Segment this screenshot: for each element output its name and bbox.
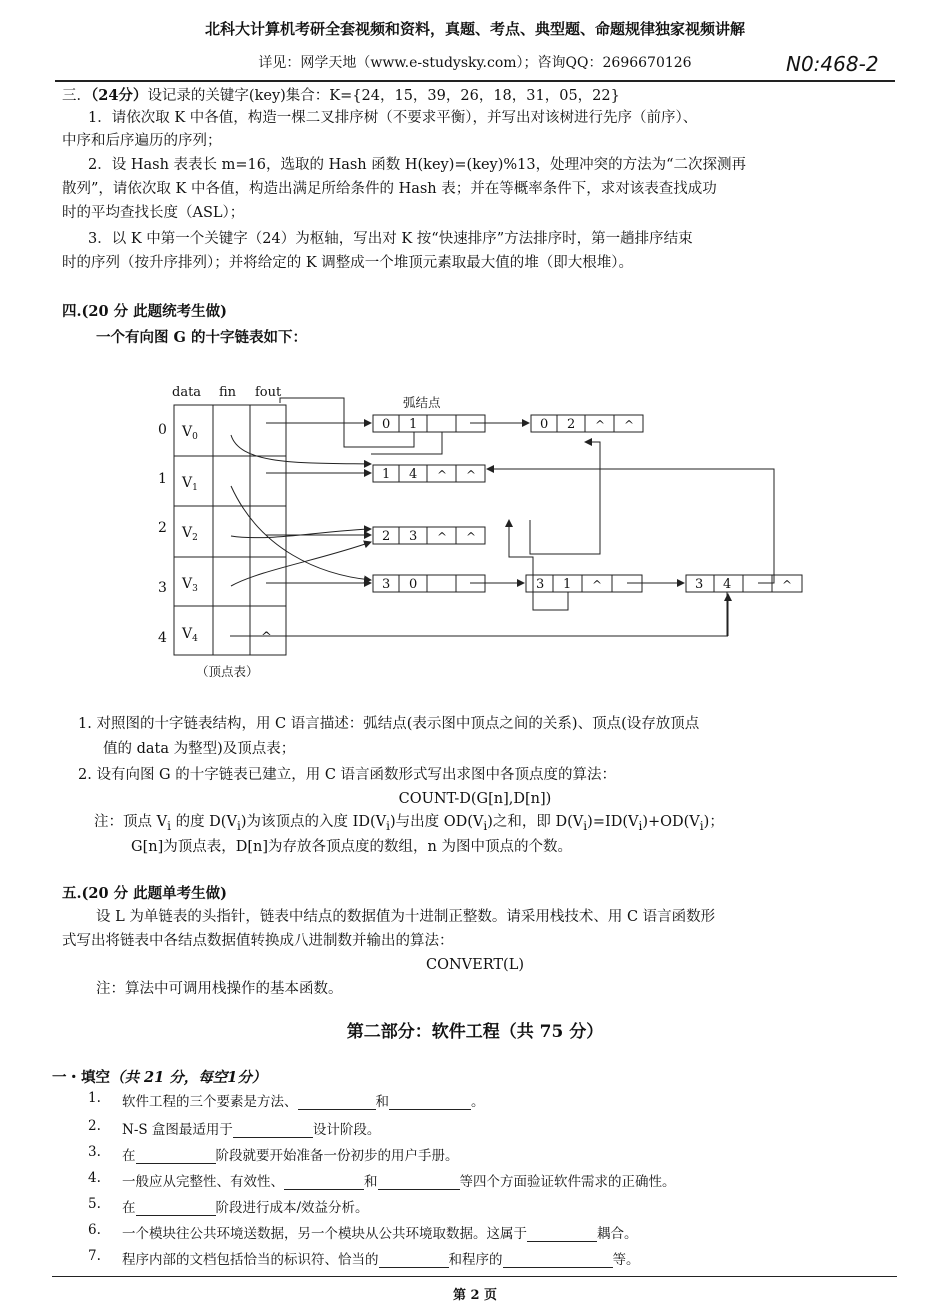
svg-text:0: 0 bbox=[382, 417, 391, 432]
svg-text:^: ^ bbox=[437, 530, 448, 544]
svg-text:3: 3 bbox=[536, 577, 545, 592]
fill-item-6: 6. 一个模块往公共环境送数据，另一个模块从公共环境取数据。这属于 耦合。 bbox=[88, 1222, 638, 1242]
q3-title: 三．（24分）设记录的关键字(key)集合：K={24，15，39，26，18，31，05，22} bbox=[62, 87, 620, 104]
svg-text:0: 0 bbox=[409, 577, 418, 592]
q5-note: 注：算法中可调用栈操作的基本函数。 bbox=[96, 981, 343, 997]
arc-node-0-1 bbox=[373, 415, 485, 432]
q3-item2-line3: 时的平均查找长度（ASL）； bbox=[62, 205, 245, 221]
vertex-v2: $V_2$ bbox=[182, 525, 198, 543]
col-data-label: data bbox=[172, 385, 202, 400]
arc-node-2-3 bbox=[373, 527, 485, 544]
q3-item1-line2: 中序和后序遍历的序列； bbox=[62, 133, 222, 149]
arc-node-label: 弧结点 bbox=[403, 395, 441, 410]
arc-node-3-0 bbox=[373, 575, 485, 592]
svg-text:2: 2 bbox=[567, 417, 576, 432]
q5-line1: 设 L 为单链表的头指针，链表中结点的数据值为十进制正整数。请采用栈技术、用 C 语言函数形 bbox=[96, 909, 716, 925]
q4-item1-line1: 1. 对照图的十字链表结构，用 C 语言描述：弧结点(表示图中顶点之间的关系)、顶点(设存放顶点 bbox=[78, 716, 700, 732]
svg-text:4: 4 bbox=[723, 577, 732, 592]
vertex-table-label: （顶点表） bbox=[196, 664, 259, 679]
q4-func-signature: COUNT-D(G[n],D[n]) bbox=[398, 791, 552, 807]
vertex-v0: $V_0$ bbox=[182, 424, 198, 442]
svg-text:^: ^ bbox=[466, 468, 477, 482]
q5-func-signature: CONVERT(L) bbox=[425, 957, 524, 973]
svg-text:1: 1 bbox=[563, 577, 572, 592]
fill-item-5: 5. 在 阶段进行成本/效益分析。 bbox=[88, 1196, 369, 1216]
q4-title: 四.(20 分 此题统考生做) bbox=[62, 303, 228, 320]
svg-text:^: ^ bbox=[624, 418, 635, 432]
row-index-4: 4 bbox=[158, 630, 167, 646]
handwritten-paper-number: N0:468-2 bbox=[786, 52, 879, 76]
q3-item2-line2: 散列”，请依次取 K 中各值，构造出满足所给条件的 Hash 表；并在等概率条件下，求对该表查找成功 bbox=[62, 181, 717, 197]
q3-item1-line1: 1．请依次取 K 中各值，构造一棵二叉排序树（不要求平衡），并写出对该树进行先序（前序）、 bbox=[88, 110, 698, 126]
vertex-v1: $V_1$ bbox=[182, 475, 198, 493]
fill-item-1: 1. 软件工程的三个要素是方法、 和 。 bbox=[88, 1090, 485, 1110]
vertex-v3: $V_3$ bbox=[182, 576, 198, 594]
svg-text:3: 3 bbox=[382, 577, 391, 592]
arc-node-3-4 bbox=[686, 575, 802, 592]
q3-item3-line2: 时的序列（按升序排列）；并将给定的 K 调整成一个堆顶元素取最大值的堆（即大根堆）。 bbox=[62, 255, 634, 271]
svg-text:^: ^ bbox=[592, 578, 603, 592]
arc-node-3-1 bbox=[526, 575, 642, 592]
q3-item2-line1: 2．设 Hash 表表长 m=16，选取的 Hash 函数 H(key)=(key)%13，处理冲突的方法为“二次探测再 bbox=[88, 157, 747, 173]
q3-item3-line1: 3．以 K 中第一个关键字（24）为枢轴，写出对 K 按“快速排序”方法排序时，第一趟排序结束 bbox=[88, 231, 693, 247]
row-index-2: 2 bbox=[158, 520, 167, 536]
svg-text:1: 1 bbox=[409, 417, 418, 432]
pointer-arrows bbox=[230, 398, 774, 636]
part2-title: 第二部分：软件工程（共 75 分） bbox=[346, 1022, 604, 1042]
q4-item1-line2: 值的 data 为整型)及顶点表； bbox=[103, 741, 296, 757]
svg-text:^: ^ bbox=[782, 578, 793, 592]
part2-section-heading: 一・填空（共 21 分，每空1分） bbox=[52, 1069, 267, 1086]
page-number: 第 2 页 bbox=[452, 1288, 498, 1303]
site-header-line2: 详见：网学天地（www.e-studysky.com）；咨询QQ：2696670126 bbox=[258, 55, 692, 71]
row-index-1: 1 bbox=[158, 471, 167, 487]
col-fout-label: fout bbox=[255, 385, 282, 400]
arc-node-0-2 bbox=[531, 415, 643, 432]
q4-note-line2: G[n]为顶点表，D[n]为存放各顶点度的数组，n 为图中顶点的个数。 bbox=[131, 839, 572, 855]
svg-text:^: ^ bbox=[437, 468, 448, 482]
q4-intro: 一个有向图 G 的十字链表如下： bbox=[96, 329, 307, 346]
bottom-rule bbox=[52, 1276, 897, 1277]
orthogonal-list-diagram bbox=[0, 370, 950, 690]
row-index-0: 0 bbox=[158, 422, 167, 438]
fill-item-2: 2. N-S 盒图最适用于 设计阶段。 bbox=[88, 1118, 381, 1138]
svg-text:3: 3 bbox=[409, 529, 418, 544]
svg-text:^: ^ bbox=[466, 530, 477, 544]
row-index-3: 3 bbox=[158, 580, 167, 596]
q4-item2: 2. 设有向图 G 的十字链表已建立，用 C 语言函数形式写出求图中各顶点度的算法： bbox=[78, 767, 617, 783]
col-fin-label: fin bbox=[219, 385, 237, 400]
svg-text:3: 3 bbox=[695, 577, 704, 592]
svg-text:0: 0 bbox=[540, 417, 549, 432]
v4-fout-null: ^ bbox=[261, 630, 272, 645]
q5-line2: 式写出将链表中各结点数据值转换成八进制数并输出的算法： bbox=[62, 933, 454, 949]
q5-title: 五.(20 分 此题单考生做) bbox=[62, 885, 228, 902]
q4-note-line1: 注：顶点 $V_i$ 的度 $D(V_i)$为该顶点的入度 $ID(V_i)$与出度 $OD(V_i)$之和，即 $D(V_i)=ID(V_i)+OD(V_i)$； bbox=[94, 814, 724, 833]
svg-text:1: 1 bbox=[382, 467, 391, 482]
fill-item-7: 7. 程序内部的文档包括恰当的标识符、恰当的 和程序的 等。 bbox=[88, 1248, 640, 1268]
arc-node-1-4 bbox=[373, 465, 485, 482]
vertex-v4: $V_4$ bbox=[182, 626, 198, 644]
fill-item-4: 4. 一般应从完整性、有效性、 和 等四个方面验证软件需求的正确性。 bbox=[88, 1170, 676, 1190]
svg-text:4: 4 bbox=[409, 467, 418, 482]
fill-item-3: 3. 在 阶段就要开始准备一份初步的用户手册。 bbox=[88, 1144, 459, 1164]
svg-text:2: 2 bbox=[382, 529, 391, 544]
top-rule bbox=[55, 80, 895, 82]
site-header-line1: 北科大计算机考研全套视频和资料，真题、考点、典型题、命题规律独家视频讲解 bbox=[204, 20, 745, 38]
svg-text:^: ^ bbox=[595, 418, 606, 432]
